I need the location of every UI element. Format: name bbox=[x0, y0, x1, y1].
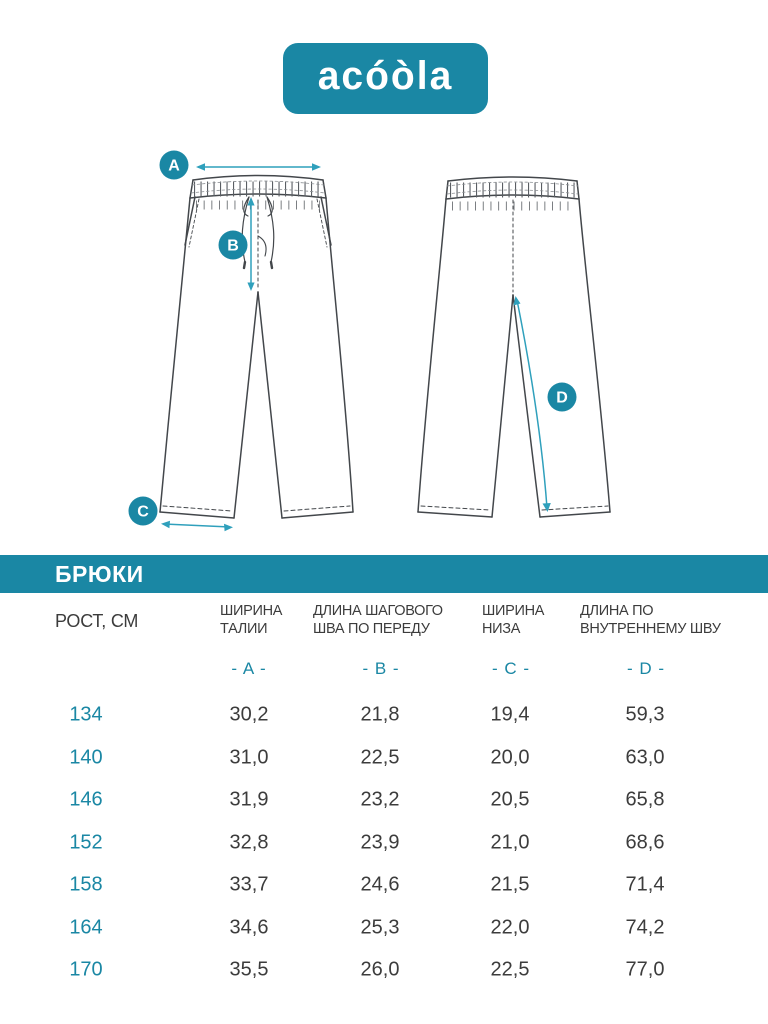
value-cell: 22,5 bbox=[490, 958, 530, 981]
value-cell: 30,2 bbox=[229, 703, 269, 726]
value-cell: 32,8 bbox=[229, 831, 269, 854]
height-cell: 134 bbox=[69, 703, 103, 726]
column-header-d-line2: ВНУТРЕННЕМУ ШВУ bbox=[580, 620, 721, 637]
table-row bbox=[0, 864, 768, 907]
column-header-a-line2: ТАЛИИ bbox=[220, 620, 268, 637]
value-cell: 24,6 bbox=[360, 873, 400, 896]
value-cell: 23,2 bbox=[360, 788, 400, 811]
value-cell: 26,0 bbox=[360, 958, 400, 981]
size-rows bbox=[0, 694, 768, 992]
value-cell: 35,5 bbox=[229, 958, 269, 981]
letter-ref-c: - C - bbox=[491, 659, 531, 678]
value-cell: 33,7 bbox=[229, 873, 269, 896]
letter-ref-a: - A - bbox=[231, 659, 267, 678]
value-cell: 21,5 bbox=[490, 873, 530, 896]
value-cell: 74,2 bbox=[625, 916, 665, 939]
column-header-b bbox=[313, 603, 443, 638]
marker-a-label: A bbox=[168, 157, 180, 175]
trousers-diagram bbox=[130, 140, 640, 540]
value-cell: 65,8 bbox=[625, 788, 665, 811]
value-cell: 20,5 bbox=[490, 788, 530, 811]
column-header-c-line2: НИЗА bbox=[482, 620, 521, 637]
column-header-b-line1: ДЛИНА ШАГОВОГО bbox=[313, 603, 443, 619]
value-cell: 68,6 bbox=[625, 831, 665, 854]
brand-logo-text: acóòla bbox=[317, 54, 454, 98]
marker-c-label: C bbox=[137, 503, 149, 521]
height-cell: 170 bbox=[69, 958, 103, 981]
table-row bbox=[0, 822, 768, 865]
value-cell: 77,0 bbox=[625, 958, 665, 981]
column-header-c bbox=[482, 603, 544, 638]
value-cell: 21,8 bbox=[360, 703, 400, 726]
section-title: БРЮКИ bbox=[55, 560, 144, 587]
height-column-header: РОСТ, СМ bbox=[55, 611, 139, 631]
letter-ref-d: - D - bbox=[626, 659, 666, 678]
trousers-drawing bbox=[130, 140, 640, 540]
table-row bbox=[0, 949, 768, 992]
value-cell: 71,4 bbox=[625, 873, 665, 896]
table-row bbox=[0, 737, 768, 780]
letter-ref-b: - B - bbox=[362, 659, 400, 678]
brand-logo bbox=[283, 43, 488, 114]
marker-d-label: D bbox=[556, 389, 568, 407]
value-cell: 25,3 bbox=[360, 916, 400, 939]
value-cell: 59,3 bbox=[625, 703, 665, 726]
value-cell: 22,0 bbox=[490, 916, 530, 939]
column-header-a-line1: ШИРИНА bbox=[220, 603, 283, 619]
measurement-arrows bbox=[161, 163, 551, 531]
value-cell: 31,0 bbox=[229, 746, 269, 769]
height-cell: 146 bbox=[69, 788, 103, 811]
value-cell: 63,0 bbox=[625, 746, 665, 769]
height-cell: 140 bbox=[69, 746, 103, 769]
table-row bbox=[0, 694, 768, 737]
value-cell: 34,6 bbox=[229, 916, 269, 939]
column-header-d bbox=[580, 603, 721, 638]
value-cell: 19,4 bbox=[490, 703, 530, 726]
column-header-a bbox=[220, 603, 282, 638]
value-cell: 23,9 bbox=[360, 831, 400, 854]
table-row bbox=[0, 779, 768, 822]
height-cell: 152 bbox=[69, 831, 103, 854]
value-cell: 20,0 bbox=[490, 746, 530, 769]
height-cell: 164 bbox=[69, 916, 103, 939]
height-cell: 158 bbox=[69, 873, 103, 896]
table-row bbox=[0, 907, 768, 950]
column-header-d-line1: ДЛИНА ПО bbox=[580, 603, 654, 619]
section-banner bbox=[0, 555, 768, 593]
value-cell: 21,0 bbox=[490, 831, 530, 854]
value-cell: 22,5 bbox=[360, 746, 400, 769]
value-cell: 31,9 bbox=[229, 788, 269, 811]
column-header-c-line1: ШИРИНА bbox=[482, 603, 545, 619]
column-header-b-line2: ШВА ПО ПЕРЕДУ bbox=[313, 620, 430, 637]
marker-b-label: B bbox=[227, 237, 239, 255]
